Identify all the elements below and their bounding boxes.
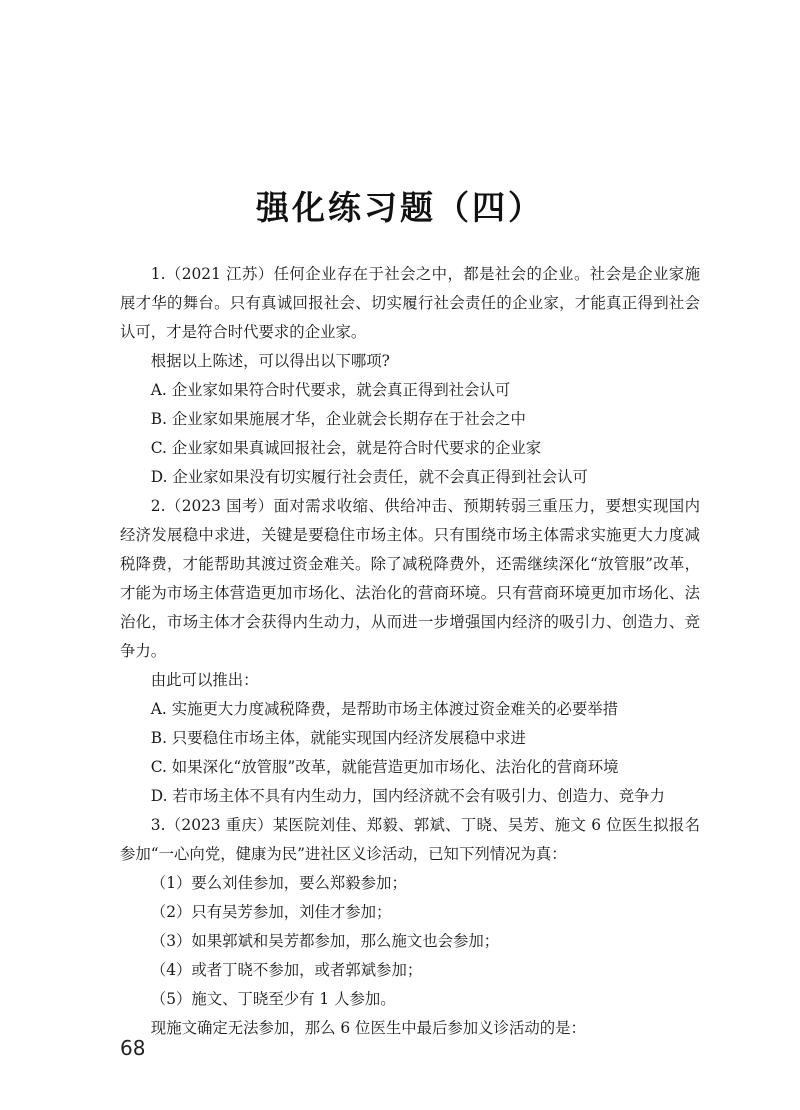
question-3-condition-2: （2）只有吴芳参加，刘佳才参加； bbox=[150, 903, 392, 921]
question-2-option-c: C. 如果深化“放管服”改革，就能营造更加市场化、法治化的营商环境 bbox=[150, 758, 619, 776]
question-1-stem: 1.（2021 江苏）任何企业存在于社会之中，都是社会的企业。社会是企业家施展才华的舞台。只有真诚回报社会、切实履行社会责任的企业家，才能真正得到社会认可，才是符合时代要求的企业家。 bbox=[120, 265, 700, 341]
question-3-condition-4: （4）或者丁晓不参加，或者郭斌参加； bbox=[150, 961, 423, 979]
question-2-option-d: D. 若市场主体不具有内生动力，国内经济就不会有吸引力、创造力、竞争力 bbox=[150, 787, 665, 805]
page-title: 强化练习题（四） bbox=[256, 188, 544, 227]
question-2-option-b: B. 只要稳住市场主体，就能实现国内经济发展稳中求进 bbox=[150, 729, 526, 747]
question-3-prompt: 现施文确定无法参加，那么 6 位医生中最后参加义诊活动的是： bbox=[150, 1019, 586, 1037]
question-3-stem: 3.（2023 重庆）某医院刘佳、郑毅、郭斌、丁晓、吴芳、施文 6 位医生拟报名参加“一心向党，健康为民”进社区义诊活动，已知下列情况为真： bbox=[120, 816, 700, 863]
question-3-condition-3: （3）如果郭斌和吴芳都参加，那么施文也会参加； bbox=[150, 932, 500, 950]
question-2-prompt: 由此可以推出： bbox=[150, 671, 259, 689]
question-3-condition-1: （1）要么刘佳参加，要么郑毅参加； bbox=[150, 874, 407, 892]
exercise-body bbox=[120, 260, 700, 1043]
page-number: 68 bbox=[120, 1036, 146, 1060]
question-1-option-a: A. 企业家如果符合时代要求，就会真正得到社会认可 bbox=[150, 381, 511, 399]
question-1-option-d: D. 企业家如果没有切实履行社会责任，就不会真正得到社会认可 bbox=[150, 468, 588, 486]
question-2-option-a: A. 实施更大力度减税降费，是帮助市场主体渡过资金难关的必要举措 bbox=[150, 700, 619, 718]
question-3-condition-5: （5）施文、丁晓至少有 1 人参加。 bbox=[150, 990, 396, 1008]
question-2-stem: 2.（2023 国考）面对需求收缩、供给冲击、预期转弱三重压力，要想实现国内经济发展稳中求进，关键是要稳住市场主体。只有围绕市场主体需求实施更大力度减税降费，才能帮助其渡过资金难关。除了减税降费外，还需继续深化“放管服”改革，才能为市场主体营造更加市场化、法治化的营商环境。只有营商环境更加市场化、法治化，市场主体才会获得内生动力，从而进一步增强国内经济的吸引力、创造力、竞争力。 bbox=[120, 497, 700, 660]
question-1-prompt: 根据以上陈述，可以得出以下哪项? bbox=[150, 352, 390, 370]
question-1-option-b: B. 企业家如果施展才华，企业就会长期存在于社会之中 bbox=[150, 410, 526, 428]
question-1-option-c: C. 企业家如果真诚回报社会，就是符合时代要求的企业家 bbox=[150, 439, 542, 457]
